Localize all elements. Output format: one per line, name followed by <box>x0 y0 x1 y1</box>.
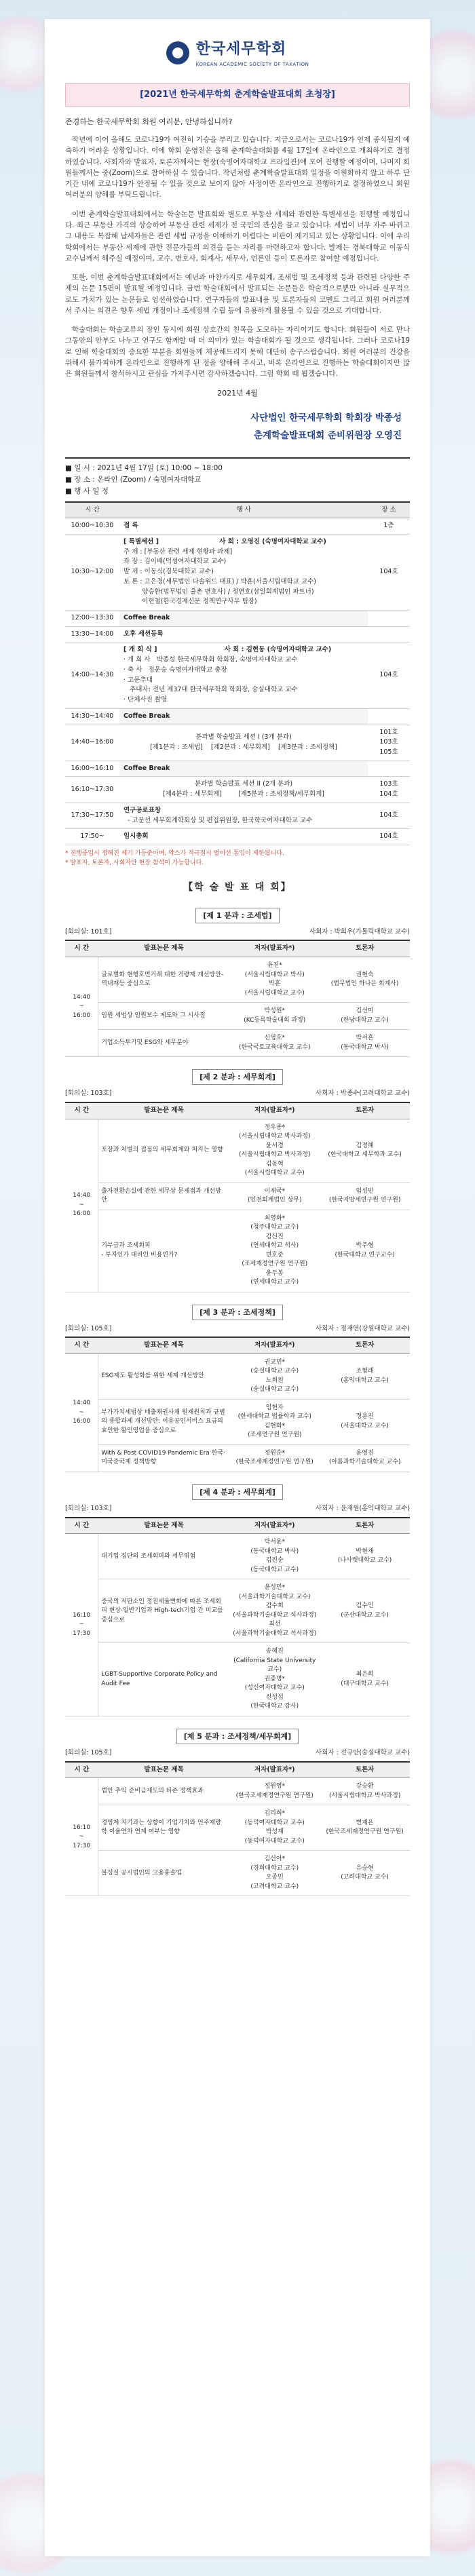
session-row <box>65 1778 410 1805</box>
paper-title: 포장과 처벌의 접점의 세무회계와 처지는 영향 <box>98 1119 230 1183</box>
society-emblem-icon <box>166 41 189 64</box>
paper-discussant: 박주형 (한국대학교 연구교수) <box>320 1210 410 1292</box>
paper-discussant: 김수인 (군산대학교 교수) <box>320 1579 410 1643</box>
session-chair: 사회자 : 박희우(가톨릭대학교 교수) <box>309 927 410 936</box>
paper-discussant: 임성빈 (한국지방세연구원 연구원) <box>320 1183 410 1210</box>
session-header: 저자(발표자*) <box>229 1337 320 1353</box>
paper-discussant: 최은희 (대구대학교 교수) <box>320 1643 410 1716</box>
schedule-row <box>65 535 410 611</box>
schedule-event-line: · 축 사 정운승 숙명여자대학교 총장 <box>124 666 227 674</box>
schedule-room: 101호 103호 105호 <box>368 725 410 761</box>
signature-block <box>65 410 410 444</box>
session-header: 발표논문 제목 <box>98 1337 230 1353</box>
session-time: 16:10 ~ 17:30 <box>65 1778 98 1896</box>
paper-presenter: 정원순* (한국조세재정연구원 연구원) <box>229 1444 320 1472</box>
paper-title: 출자전환손실에 관한 세무상 문제점과 개선방안 <box>98 1183 230 1210</box>
session-chair: 사회자 : 박종수(고려대학교 교수) <box>316 1090 410 1098</box>
session-row <box>65 1210 410 1292</box>
session-row <box>65 957 410 1003</box>
schedule-time: 16:00~16:10 <box>65 761 119 777</box>
session-time: 14:40 ~ 16:00 <box>65 957 98 1057</box>
invitation-sheet <box>45 19 430 2556</box>
greeting: 존경하는 한국세무학회 회원 여러분, 안녕하십니까? <box>65 117 233 127</box>
schedule-event <box>119 708 368 725</box>
schedule-row <box>65 725 410 761</box>
schedule-row <box>65 803 410 828</box>
schedule-room: 1층 <box>368 518 410 535</box>
schedule-table <box>65 501 410 845</box>
session-row <box>65 1579 410 1643</box>
paper-title: With & Post COVID19 Pandemic Era 한국·미국준국제 정책방향 <box>98 1444 230 1472</box>
schedule-time: 16:10~17:30 <box>65 777 119 803</box>
session-header: 저자(발표자*) <box>229 1102 320 1119</box>
schedule-time: 14:30~14:40 <box>65 708 119 725</box>
paper-discussant: 김선미 (한남대학교 교수) <box>320 1003 410 1030</box>
schedule-event <box>119 535 368 611</box>
schedule-event-line: [ 개 회 식 ] 사 회 : 김현동 (숙명여자대학교 교수) <box>124 646 332 654</box>
session-header: 발표논문 제목 <box>98 1518 230 1534</box>
schedule-event <box>119 518 368 535</box>
letter-body <box>65 134 410 379</box>
schedule-row <box>65 829 410 845</box>
schedule-room <box>368 611 410 627</box>
paper-discussant: 유승현 (고려대학교 교수) <box>320 1851 410 1896</box>
schedule-row <box>65 611 410 627</box>
session-table <box>65 1102 410 1292</box>
session-row <box>65 1119 410 1183</box>
schedule-event-line: 임시총회 <box>124 832 149 841</box>
paper-discussant: 조형래 (홍익대학교 교수) <box>320 1353 410 1399</box>
session-name: [제 3 분과 : 조세정책] <box>192 1305 283 1320</box>
letter-paragraph: 작년에 이어 올해도 코로나19가 여전히 기승을 부리고 있습니다. 지금으로서는 코로나19가 언제 종식될지 예측하기 어려운 상황입니다. 이에 학회 운영진은 올해 춘계학술대회를 4월 17일에 온라인으로 개최하기로 결정하였습니다. 사회자와 발표자, 토론자께서는 현장(숙명여자대학교 프라임관)에 모여 진행할 예정이며, 나머지 회원들께서는 줌(Zoom)으로 참여하실 수 있습니다. 작년처럼 춘계학술발표대회 일정을 이원화하지 않고 하루 단기간 내에 코로나19가 안정될 수 있을 것으로 보이지 않아 사정이만 온라인으로 진행하기로 결정하였으니 회원 여러분의 양해를 부탁드립니다. <box>65 136 411 199</box>
schedule-event <box>119 642 368 708</box>
session-room: [회의실: 105호] <box>65 1324 112 1332</box>
paper-presenter: 박서윤* (동국대학교 박사) 김진순 (동국대학교 교수) <box>229 1534 320 1579</box>
schedule-row <box>65 518 410 535</box>
schedule-event <box>119 777 368 803</box>
paper-title: LGBT-Supportive Corporate Policy and Audit Fee <box>98 1643 230 1716</box>
schedule-row <box>65 777 410 803</box>
paper-presenter: 송혜진 (California State University 교수) 권종명* (성신여자대학교 교수) 신성섭 (한국대학교 강사) <box>229 1643 320 1716</box>
schedule-room: 104호 <box>368 535 410 611</box>
paper-discussant: 윤영진 (아름과학기술대학교 교수) <box>320 1444 410 1472</box>
paper-presenter: 김선아* (경희대학교 교수) 오종민 (고려대학교 교수) <box>229 1851 320 1896</box>
signature-line: 사단법인 한국세무학회 학회장 박종성 <box>250 412 402 424</box>
session-block <box>65 1729 410 1896</box>
session-header: 토론자 <box>320 1337 410 1353</box>
schedule-event-line: [제4분과 : 세무회계] [제5분과 : 조세정책/세무회계] <box>163 790 324 799</box>
session-name: [제 2 분과 : 세무회계] <box>192 1069 283 1085</box>
schedule-event-line: Coffee Break <box>124 712 170 720</box>
schedule-event-line: 접 록 <box>124 522 138 530</box>
paper-presenter: 임현자 (한세대학교 법률학과 교수) 김현화* (조세연구원 연구원) <box>229 1399 320 1444</box>
schedule-room <box>368 708 410 725</box>
note: * 발표자, 토론자, 사회자만 현장 참석이 가능합니다. <box>65 859 204 866</box>
session-table <box>65 1761 410 1897</box>
paper-title: 기부금과 조세회피 - 투자인가 대리인 비용인가? <box>98 1210 230 1292</box>
session-row <box>65 1643 410 1716</box>
schedule-time: 17:30~17:50 <box>65 803 119 828</box>
schedule-event <box>119 761 368 777</box>
schedule-event-line: 토 론 : 고은경(세무법인 다솔위드 대표) / 박훈(서울시립대학교 교수) <box>124 577 316 585</box>
session-name: [제 4 분과 : 세무회계] <box>192 1484 283 1500</box>
schedule-event-line: 연구공로표창 <box>124 806 162 814</box>
session-chair: 사회자 : 정재연(강원대학교 교수) <box>316 1324 410 1332</box>
schedule-row <box>65 642 410 708</box>
paper-title: 법인 추익 준비금제도의 타존 정책효과 <box>98 1778 230 1805</box>
event-venue: ■ 장 소 : 온라인 (Zoom) / 숙명여자대학교 <box>65 476 202 484</box>
paper-discussant: 박현재 (나사렛대학교 교수) <box>320 1534 410 1579</box>
schedule-event-line: [제1분과 : 조세법] [제2분과 : 세무회계] [제3분과 : 조세정책] <box>150 743 337 751</box>
session-header: 토론자 <box>320 1762 410 1778</box>
event-date: ■ 일 시 : 2021년 4월 17일 (토) 10:00 ~ 18:00 <box>65 463 223 472</box>
session-header: 토론자 <box>320 1102 410 1119</box>
society-logo <box>65 38 410 69</box>
session-time: 14:40 ~ 16:00 <box>65 1353 98 1472</box>
note: * 진행중입시 정해진 제기 가등준아며, 약스가 적극점시 별이션 통잉이 제한됩니다. <box>65 849 284 857</box>
schedule-room <box>368 761 410 777</box>
schedule-event <box>119 803 368 828</box>
session-header: 시 간 <box>65 940 98 957</box>
event-schedule-heading: ■ 행 사 일 정 <box>65 487 109 496</box>
schedule-row <box>65 708 410 725</box>
paper-presenter: 권교민* (숭실대학교 교수) 노희천 (숭실대학교 교수) <box>229 1353 320 1399</box>
session-name: [제 1 분과 : 조세법] <box>195 908 279 923</box>
schedule-time: 14:00~14:30 <box>65 642 119 708</box>
schedule-event-line: 좌 장 : 김이배(덕성여자대학교 교수) <box>124 558 227 566</box>
session-table <box>65 1337 410 1472</box>
schedule-event-line: 분과별 학술발표 세션 II (2개 분과) <box>194 780 293 788</box>
session-room: [회의실: 105호] <box>65 1749 112 1757</box>
session-block <box>65 1069 410 1292</box>
session-header: 발표논문 제목 <box>98 1102 230 1119</box>
session-row <box>65 1534 410 1579</box>
schedule-time: 12:00~13:30 <box>65 611 119 627</box>
paper-presenter: 윤성민* (서울과학기술대학교 교수) 김수희 (서울과학기술대학교 석사과정) 최선 (서울과학기술대학교 석사과정) <box>229 1579 320 1643</box>
paper-presenter: 정원영* (한국조세재정연구원 연구원) <box>229 1778 320 1805</box>
schedule-room <box>368 626 410 642</box>
session-meta <box>65 1504 410 1514</box>
session-block <box>65 908 410 1057</box>
society-name-en: KOREAN ACADEMIC SOCIETY OF TAXATION <box>195 62 309 68</box>
schedule-event <box>119 725 368 761</box>
paper-discussant: 권현숙 (법무법인 하나은 회계사) <box>320 957 410 1003</box>
paper-title: 기업소득투기및 ESG와 세무분야 <box>98 1030 230 1057</box>
schedule-event-line: · 고문추대 <box>124 676 153 684</box>
session-chair: 사회자 : 전규안(숭실대학교 교수) <box>316 1749 410 1757</box>
paper-presenter: 박성원* (KC등록학술대회 과정) <box>229 1003 320 1030</box>
paper-presenter: 윤진* (서울시립대학교 박사) 박훈 (서울시립대학교 교수) <box>229 957 320 1003</box>
session-row <box>65 1003 410 1030</box>
sessions-container <box>65 908 410 1897</box>
schedule-event <box>119 611 368 627</box>
paper-presenter: 이재국* (인천회계법인 상무) <box>229 1183 320 1210</box>
schedule-header-time: 시 간 <box>65 502 119 518</box>
program-title: 【학 술 발 표 대 회】 <box>183 881 292 893</box>
schedule-event <box>119 626 368 642</box>
session-table <box>65 940 410 1057</box>
paper-title: 불성실 공시법인의 고용흉솔업 <box>98 1851 230 1896</box>
session-header: 시 간 <box>65 1102 98 1119</box>
paper-presenter: 김리희* (동덕여자대학교 교수) 박성재 (동덕여자대학교 교수) <box>229 1805 320 1851</box>
paper-title: ESG제도 활성화를 위한 세제 개선방안 <box>98 1353 230 1399</box>
schedule-event-line: 양승환(법무법인 율촌 변호사) / 정연호(삼일회계법인 파트너) <box>124 588 314 596</box>
schedule-event-line: 분과별 학술발표 세션 I (3개 분과) <box>195 733 292 741</box>
schedule-room: 104호 <box>368 829 410 845</box>
schedule-event-line: [ 특별세션 ] 사 회 : 오영진 (숙명여자대학교 교수) <box>124 538 326 545</box>
schedule-event-line: Coffee Break <box>124 614 170 622</box>
invitation-title: [2021년 한국세무학회 춘계학술발표대회 초청장] <box>65 83 410 107</box>
session-meta <box>65 1089 410 1099</box>
schedule-event-line: 오후 세션등록 <box>124 630 164 638</box>
session-room: [회의실: 103호] <box>65 1090 112 1098</box>
session-header: 시 간 <box>65 1337 98 1353</box>
schedule-row <box>65 761 410 777</box>
schedule-time: 17:50~ <box>65 829 119 845</box>
schedule-room: 104호 <box>368 642 410 708</box>
schedule-time: 10:00~10:30 <box>65 518 119 535</box>
schedule-time: 14:40~16:00 <box>65 725 119 761</box>
schedule-event-line: 추대자: 전년 제37대 한국세무학회 학회장, 숭실대학교 교수 <box>124 686 298 694</box>
paper-title: 대기업 집단의 조세회피와 세무위험 <box>98 1534 230 1579</box>
session-row <box>65 1805 410 1851</box>
session-header: 발표논문 제목 <box>98 940 230 957</box>
paper-title: 경영계 지기과는 상향이 기업가치와 언주재량학 이율연차 연계 여부는 영향 <box>98 1805 230 1851</box>
letter-paragraph: 이번 춘계학술발표대회에서는 학술논문 발표회와 별도로 부동산 세제와 관련한 특별세션을 진행할 예정입니다. 최근 부동산 가격의 상승하여 부동산 관련 세제가 전 국민의 관심을 끌고 있습니다. 세법이 너무 자주 바뀌고 그 내용도 복잡해 납세자들은 관련 세법 규정을 이해하기 어렵다는 비판이 제기되고 있는 상황입니다. 이에 우리 학회에서는 부동산 세제에 관한 전문가들의 의견을 듣는 자리를 마련하고자 합니다. 발제는 경북대학교 이동식 교수님께서 해주실 예정이며, 교수, 변호사, 회계사, 세무사, 언론인 등이 토론자로 참여할 예정입니다. <box>65 210 410 263</box>
paper-presenter: 최영화* (청주대학교 교수) 김신진 (연세대학교 석사) 변호준 (조세재정연구원 연구원) 윤두봉 (연세대학교 교수) <box>229 1210 320 1292</box>
society-name: 한국세무학회 <box>195 41 287 58</box>
paper-discussant: 강승환 (서울시립대학교 박사과정) <box>320 1778 410 1805</box>
signature-line: 춘계학술발표대회 준비위원장 오영진 <box>253 430 402 442</box>
schedule-event-line: 주 제 : [부동산 관련 세제 현황과 과제] <box>124 547 233 556</box>
session-meta <box>65 1748 410 1758</box>
schedule-header-event: 행 사 <box>119 502 368 518</box>
session-block <box>65 1484 410 1716</box>
schedule-event-line: - 고문선 세무회계학회상 및 편집위원장, 한국학국여자대학교 교수 <box>124 816 313 824</box>
schedule-notes <box>65 849 410 868</box>
paper-discussant: 김정혜 (한국대학교 세무학과 교수) <box>320 1119 410 1183</box>
session-table <box>65 1517 410 1716</box>
session-meta <box>65 927 410 938</box>
event-info <box>65 457 410 497</box>
session-row <box>65 1183 410 1210</box>
schedule-room: 104호 <box>368 803 410 828</box>
paper-discussant: 정용진 (서울대학교 교수) <box>320 1399 410 1444</box>
paper-title: 글로벌화 현행호면거래 대한 거량제 개선방안-역내재등 중심으로 <box>98 957 230 1003</box>
schedule-time: 13:30~14:00 <box>65 626 119 642</box>
session-room: [회의실: 101호] <box>65 927 112 936</box>
paper-presenter: 정우종* (서울시립대학교 박사과정) 윤서경 (서울시립대학교 박사과정) 김동혁 (서울시립대학교 교수) <box>229 1119 320 1183</box>
session-time: 16:10 ~ 17:30 <box>65 1534 98 1716</box>
schedule-header-room: 장 소 <box>368 502 410 518</box>
schedule-event-line: 이현철(한국경제신문 정책연구사무 팀장) <box>124 598 257 606</box>
schedule-time: 10:30~12:00 <box>65 535 119 611</box>
letter-paragraph: 학술대회는 학술교류의 장인 동시에 회원 상호간의 친목을 도모하는 자리이기도 합니다. 회원들이 서로 만나 그동안의 안부도 나누고 연구도 함께할 때 더 의미가 있는 학술대회가 될 것으로 생각됩니다. 그러나 코로나19로 인해 학술대회의 중요한 부분을 회원들께 제공해드리지 못해 대단히 송구스럽습니다. 회원 여러분의 건강을 위해서 불가피하게 온라인으로 진행하게 된 점을 양해해 주시고, 비록 온라인으로 진행하는 학술대회이지만 많은 회원들께서 참석하시고 관심을 가져주시면 감사하겠습니다. 그럼 학회 때 뵙겠습니다. <box>65 326 410 379</box>
schedule-event <box>119 829 368 845</box>
session-row <box>65 1353 410 1399</box>
letter-paragraph: 또한, 이번 춘계학술발표대회에서는 예년과 마찬가지로 세무회계, 조세법 및 조세정책 등과 관련된 다양한 주제의 논문 15편이 발표될 예정입니다. 금번 학술대회에서 발표되는 논문들은 학술적으로뿐만 아니라 실무적으로도 가치가 있는 논문들로 엄선하였습니다. 연구자들의 발표내용 및 토론자들의 코멘트 그리고 회원 여러분께서 주시는 의견은 향후 세법 개정이나 조세정책 수립 등에 유용하게 활용될 수 있을 것으로 기대합니다. <box>65 273 410 315</box>
paper-discussant: 박서흔 (동국대학교 박사) <box>320 1030 410 1057</box>
session-block <box>65 1305 410 1472</box>
session-row <box>65 1030 410 1057</box>
paper-title: 중국의 저탄소인 정진세율변화에 따른 조세회피 현상·일반기업과 High-tech기업 간 비교를 중심으로 <box>98 1579 230 1643</box>
session-row <box>65 1444 410 1472</box>
letter-date: 2021년 4월 <box>217 389 258 398</box>
schedule-event-line: · 단체사진 촬영 <box>124 696 168 704</box>
session-header: 토론자 <box>320 1518 410 1534</box>
schedule-event-line: Coffee Break <box>124 764 170 772</box>
session-row <box>65 1399 410 1444</box>
session-header: 발표논문 제목 <box>98 1762 230 1778</box>
session-room: [회의실: 103호] <box>65 1505 112 1513</box>
schedule-event-line: 발 제 : 이동식(경북대학교 교수) <box>124 568 214 576</box>
schedule-room: 103호 104호 <box>368 777 410 803</box>
session-header: 저자(발표자*) <box>229 1518 320 1534</box>
paper-title: 부가가치세법상 매출채권사채 원재원칙과 규범의 종합과제 개선방안: 이용공인서비스 요금의 효인한 할인영업을 중심으로 <box>98 1399 230 1444</box>
schedule-event-line: · 개 회 사 박종성 한국세무학회 학회장, 숙명여자대학교 교수 <box>124 656 298 664</box>
session-name: [제 5 분과 : 조세정책/세무회계] <box>176 1729 299 1744</box>
session-meta <box>65 1324 410 1334</box>
session-chair: 사회자 : 윤재원(홍익대학교 교수) <box>316 1505 410 1513</box>
session-header: 저자(발표자*) <box>229 940 320 957</box>
session-header: 저자(발표자*) <box>229 1762 320 1778</box>
session-header: 토론자 <box>320 940 410 957</box>
session-header: 시 간 <box>65 1518 98 1534</box>
session-time: 14:40 ~ 16:00 <box>65 1119 98 1292</box>
paper-title: 임원 세법상 임원보수 제도와 그 시사점 <box>98 1003 230 1030</box>
paper-presenter: 신영호* (한국국토교육대학교 교수) <box>229 1030 320 1057</box>
session-header: 시 간 <box>65 1762 98 1778</box>
session-row <box>65 1851 410 1896</box>
schedule-row <box>65 626 410 642</box>
paper-discussant: 변재은 (한국조세재정연구원 연구원) <box>320 1805 410 1851</box>
